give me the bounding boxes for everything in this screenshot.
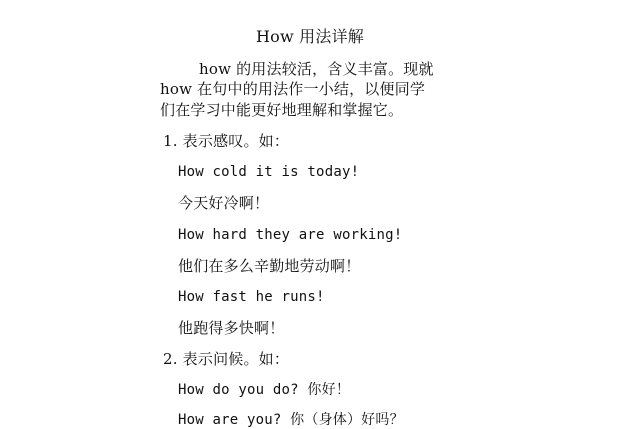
intro-line-2: how 在句中的用法作一小结，以便同学 [160,80,426,98]
example-line: How are you? 你（身体）好吗？ [178,412,404,428]
translation-line: 他们在多么辛勤地劳动啊！ [178,257,361,275]
example-line: How hard they are working! [178,227,403,243]
translation-line: 他跑得多快啊！ [178,319,285,337]
section-heading-2: 2. 表示问候。如： [163,350,290,368]
example-line: How fast he runs! [178,289,325,305]
document-title: How 用法详解 [256,27,364,46]
example-line: How cold it is today! [178,164,360,180]
intro-line-3: 们在学习中能更好地理解和掌握它。 [160,101,404,119]
example-line: How do you do? 你好！ [178,382,351,398]
translation-line: 今天好冷啊！ [178,194,270,212]
intro-line-1: how 的用法较活，含义丰富。现就 [199,60,434,78]
section-heading-1: 1. 表示感叹。如： [163,132,290,150]
